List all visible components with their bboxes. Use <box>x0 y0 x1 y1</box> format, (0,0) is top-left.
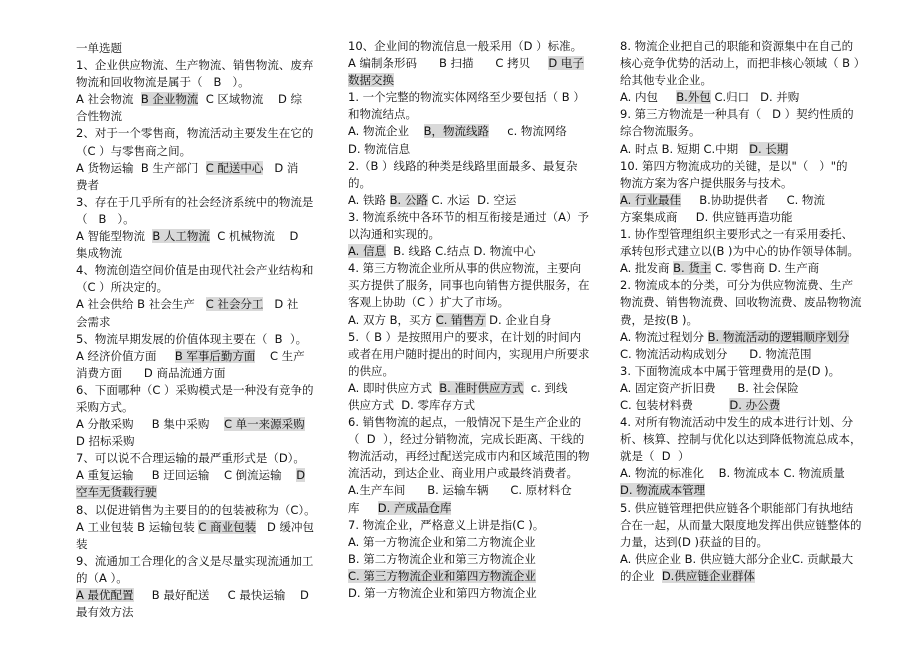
text-line <box>348 397 603 414</box>
text-line <box>348 243 603 260</box>
text-line <box>76 433 328 450</box>
text-segment: D. 企业自身 <box>485 312 552 327</box>
text-line <box>620 141 870 158</box>
text-line <box>620 277 870 294</box>
text-line <box>76 382 328 399</box>
text-segment: （ B ）。 <box>76 211 135 226</box>
text-line <box>348 277 603 294</box>
text-line <box>620 397 870 414</box>
highlighted-answer: D.供应链企业群体 <box>661 568 755 583</box>
text-segment: 析、核算、控制与优化以达到降低物流总成本， <box>620 432 862 447</box>
text-segment: A 工业包装 B 运输包装 <box>76 519 199 534</box>
text-line <box>348 448 603 465</box>
text-segment: 消费方面 D 商品流通方面 <box>76 365 226 380</box>
highlighted-answer: B. 公路 <box>389 192 428 207</box>
text-line <box>348 294 603 311</box>
text-line <box>620 448 870 465</box>
text-segment: 承转包形式建立以(B )为中心的协作领导体制。 <box>620 244 860 259</box>
text-segment: 给其他专业企业。 <box>620 73 712 88</box>
text-segment: 8. 物流企业把自己的职能和资源集中在自己的 <box>620 39 854 53</box>
text-line <box>76 296 328 313</box>
text-line <box>620 89 870 106</box>
text-segment: 采购方式。 <box>76 399 134 414</box>
highlighted-answer: C 社会分工 <box>205 297 264 312</box>
text-line <box>620 414 870 431</box>
text-segment: 6、下面哪种（C ）采购模式是一种没有竞争的 <box>76 382 314 397</box>
text-segment: 7、可以说不合理运输的最严重形式是（D）。 <box>76 451 305 466</box>
text-segment: 装 <box>76 536 88 551</box>
text-line <box>76 604 328 621</box>
text-segment: A.生产车间 B. 运输车辆 C. 原材料仓 <box>348 483 572 498</box>
text-segment: 流活动，到达企业、商业用户或最终消费者。 <box>348 466 578 481</box>
text-line <box>620 158 870 175</box>
highlighted-answer: 数据交换 <box>348 73 394 88</box>
text-line <box>348 534 603 551</box>
highlighted-answer: B.外包 <box>676 90 711 105</box>
column-2 <box>348 38 603 602</box>
text-segment: A. 内包 <box>620 90 677 105</box>
text-segment: 3、存在于几乎所有的社会经济系统中的物流是 <box>76 194 314 209</box>
text-line <box>348 329 603 346</box>
text-segment: A. 固定资产折旧费 B. 社会保险 <box>620 380 799 395</box>
text-segment: B. 线路 C.结点 D. 物流中心 <box>385 244 536 259</box>
text-line <box>348 158 603 175</box>
text-segment: 费，是按(B )。 <box>620 312 699 327</box>
text-segment: 的。 <box>348 175 371 190</box>
text-segment: A. 供应企业 B. 供应链大部分企业C. 贡献最大 <box>620 551 854 566</box>
text-line <box>76 331 328 348</box>
text-segment: 2.（B ）线路的种类是线路里面最多、最复杂 <box>348 158 578 173</box>
text-line <box>76 211 328 228</box>
highlighted-answer: C 配送中心 <box>205 160 264 175</box>
text-segment: 核心竞争优势的活动上，而把非核心领域（ B ） <box>620 56 866 71</box>
text-line <box>620 517 870 534</box>
highlighted-answer: D. 物流成本管理 <box>620 483 706 498</box>
text-segment: 4、物流创造空间价值是由现代社会产业结构和 <box>76 263 314 278</box>
text-segment: C 机械物流 D <box>209 229 299 244</box>
text-line <box>348 363 603 380</box>
text-segment: c. 到线 <box>523 380 568 395</box>
text-segment: D 招标采购 <box>76 434 135 449</box>
text-segment: 9. 第三方物流是一种具有（ D ）契约性质的 <box>620 107 854 122</box>
text-segment: C 生产 <box>255 348 305 363</box>
text-segment: A. 批发商 <box>620 261 674 276</box>
text-segment: 或者在用户随时提出的时间内，实现用户所要求 <box>348 346 590 361</box>
text-line <box>620 192 870 209</box>
text-segment: 一单选题 <box>76 41 122 55</box>
highlighted-answer: C. 第三方物流企业和第四方物流企业 <box>348 568 536 583</box>
highlighted-answer: A. 信息 <box>348 244 386 259</box>
text-segment: 客观上协助（C ）扩大了市场。 <box>348 295 510 310</box>
text-segment: 2. 物流成本的分类，可分为供应物流费、生产 <box>620 278 854 293</box>
text-line <box>348 123 603 140</box>
text-segment: C. 零售商 D. 生产商 <box>711 261 820 276</box>
text-segment: A. 时点 B. 短期 C.中期 <box>620 141 750 156</box>
text-segment: 最有效方法 <box>76 605 134 620</box>
text-line <box>348 585 603 602</box>
text-segment: D 社 <box>263 297 299 312</box>
text-segment: 1、企业供应物流、生产物流、销售物流、废弃 <box>76 58 314 73</box>
text-line <box>348 482 603 499</box>
text-line <box>348 141 603 158</box>
highlighted-answer: B，物流线路 <box>423 124 489 139</box>
text-line <box>620 534 870 551</box>
highlighted-answer: B. 货主 <box>673 261 712 276</box>
text-segment: A 社会供给 B 社会生产 <box>76 297 206 312</box>
text-line <box>348 38 603 55</box>
text-line <box>348 414 603 431</box>
text-segment: c. 物流网络 <box>489 124 567 139</box>
text-segment: A. 铁路 <box>348 192 390 207</box>
text-line <box>348 175 603 192</box>
text-line <box>76 416 328 433</box>
text-line <box>348 500 603 517</box>
text-segment: C. 水运 D. 空运 <box>427 192 517 207</box>
text-segment: A 分散采购 B 集中采购 <box>76 417 224 432</box>
highlighted-answer: C. 销售方 <box>435 312 486 327</box>
text-segment: A. 物流的标准化 B. 物流成本 C. 物流质量 <box>620 466 845 481</box>
text-segment: C. 包装材料费 <box>620 397 730 412</box>
text-line <box>76 245 328 262</box>
text-line <box>348 89 603 106</box>
text-line <box>76 74 328 91</box>
text-line <box>348 465 603 482</box>
text-line <box>348 260 603 277</box>
text-segment: A 智能型物流 <box>76 229 153 244</box>
text-segment: A. 物流过程划分 <box>620 329 708 344</box>
text-line <box>620 294 870 311</box>
column-3 <box>620 38 870 585</box>
text-line <box>348 312 603 329</box>
text-line <box>620 38 870 55</box>
text-line <box>620 500 870 517</box>
highlighted-answer: D <box>296 468 306 483</box>
text-segment: 3. 物流系统中各环节的相互衔接是通过（A）予 <box>348 209 589 224</box>
text-line <box>76 160 328 177</box>
text-segment: 集成物流 <box>76 246 122 261</box>
text-line <box>76 40 328 57</box>
text-segment: A. 物流企业 <box>348 124 424 139</box>
text-segment: A 社会物流 <box>76 92 141 107</box>
highlighted-answer: 空车无货载行驶 <box>76 485 157 500</box>
text-line <box>76 450 328 467</box>
text-line <box>76 262 328 279</box>
text-line <box>348 226 603 243</box>
text-segment: 库 <box>348 500 378 515</box>
text-line <box>76 570 328 587</box>
text-segment: B. 第二方物流企业和第三方物流企业 <box>348 551 536 566</box>
text-line <box>76 279 328 296</box>
text-segment: 就是（ D ） <box>620 449 690 464</box>
text-segment: 6. 销售物流的起点，一般情况下是生产企业的 <box>348 415 582 430</box>
highlighted-answer: A 最优配置 <box>76 588 134 602</box>
text-segment: 物流方案为客户提供服务与技术。 <box>620 175 793 190</box>
text-segment: 4. 对所有物流活动中发生的成本进行计划、分 <box>620 415 854 430</box>
text-segment: 力量，达到(D )获益的目的。 <box>620 534 768 549</box>
text-segment: 会需求 <box>76 314 111 329</box>
text-line <box>620 226 870 243</box>
text-segment: 5. 供应链管理把供应链各个职能部门有执地结 <box>620 500 854 515</box>
text-segment: D. 第一方物流企业和第四方物流企业 <box>348 586 537 600</box>
text-line <box>620 106 870 123</box>
text-line <box>348 517 603 534</box>
text-segment: 费者 <box>76 177 99 192</box>
text-line <box>76 143 328 160</box>
column-1 <box>76 40 328 621</box>
text-line <box>348 209 603 226</box>
text-line <box>348 568 603 585</box>
text-line <box>76 536 328 553</box>
text-segment: D 缓冲包 <box>256 519 315 534</box>
highlighted-answer: B 人工物流 <box>152 229 210 244</box>
text-segment: A 重复运输 B 迂回运输 C 倒流运输 <box>76 468 297 483</box>
text-segment: A 编制条形码 B 扫描 C 拷贝 <box>348 56 549 71</box>
highlighted-answer: B 军事后勤方面 <box>174 348 256 363</box>
text-segment: （C ）所决定的。 <box>76 280 169 295</box>
text-segment: 物流费、销售物流费、回收物流费、废品物物流 <box>620 295 862 310</box>
text-segment: 供应方式 D. 零库存方式 <box>348 397 475 412</box>
highlighted-answer: D. 长期 <box>749 141 789 156</box>
text-line <box>76 467 328 484</box>
text-segment: 买方提供了服务，同事也向销售方提供服务，在 <box>348 278 590 293</box>
text-line <box>76 484 328 501</box>
text-line <box>76 587 328 604</box>
text-line <box>348 380 603 397</box>
text-segment: D. 物流信息 <box>348 141 411 156</box>
text-segment: 5、物流早期发展的价值体现主要在（ B ）。 <box>76 331 308 346</box>
highlighted-answer: A. 行业最佳 <box>620 192 681 207</box>
text-line <box>76 365 328 382</box>
text-line <box>620 55 870 72</box>
text-line <box>620 72 870 89</box>
text-segment: 4. 第三方物流企业所从事的供应物流，主要向 <box>348 261 582 276</box>
text-line <box>76 348 328 365</box>
text-line <box>620 209 870 226</box>
text-segment: 以沟通和实现的。 <box>348 227 440 242</box>
text-line <box>76 57 328 74</box>
text-line <box>620 243 870 260</box>
text-segment: 1. 协作型管理组织主要形式之一有采用委托、 <box>620 227 854 242</box>
text-segment: 方案集成商 D. 供应链再造功能 <box>620 209 793 224</box>
text-segment: 物流活动，再经过配送完成市内和区域范围的物 <box>348 449 590 464</box>
text-line <box>620 431 870 448</box>
text-segment: 3. 下面物流成本中属于管理费用的是(D )。 <box>620 363 841 378</box>
text-segment: 合在一起，从而量大限度地发挥出供应链整体的 <box>620 517 862 532</box>
text-line <box>620 380 870 397</box>
text-segment: 物流和回收物流是属于（ B ）。 <box>76 75 250 90</box>
text-segment: D 消 <box>263 160 299 175</box>
text-segment: （C ）与零售商之间。 <box>76 143 192 158</box>
text-segment: A. 双方 B，买方 <box>348 312 436 327</box>
text-line <box>76 108 328 125</box>
text-line <box>76 519 328 536</box>
text-segment: 1. 一个完整的物流实体网络至少要包括（ B ） <box>348 90 585 105</box>
text-segment: C.归口 D. 并购 <box>710 90 800 105</box>
text-line <box>620 312 870 329</box>
highlighted-answer: D 电子 <box>548 56 584 71</box>
text-line <box>620 363 870 380</box>
text-segment: A 经济价值方面 <box>76 348 175 363</box>
highlighted-answer: D. 产成品仓库 <box>377 500 452 515</box>
text-segment: B.协助提供者 C. 物流 <box>680 192 825 207</box>
text-line <box>76 399 328 416</box>
text-segment: C. 物流活动构成划分 D. 物流范围 <box>620 346 812 361</box>
text-line <box>348 431 603 448</box>
text-line <box>348 106 603 123</box>
text-segment: 合性物流 <box>76 109 122 124</box>
text-line <box>620 329 870 346</box>
text-segment: 的企业 <box>620 568 662 583</box>
text-line <box>620 346 870 363</box>
text-segment: 10、企业间的物流信息一般采用（D ）标准。 <box>348 39 583 53</box>
text-line <box>620 260 870 277</box>
text-line <box>348 55 603 72</box>
text-segment: 2、对于一个零售商，物流活动主要发生在它的 <box>76 126 314 141</box>
text-segment: 的供应。 <box>348 363 394 378</box>
text-line <box>620 465 870 482</box>
text-line <box>348 72 603 89</box>
text-segment: 7. 物流企业，严格意义上讲是指(C )。 <box>348 517 545 532</box>
text-segment: 8、以促进销售为主要目的的包装被称为（C）。 <box>76 502 316 517</box>
text-line <box>620 123 870 140</box>
text-segment: A 货物运输 B 生产部门 <box>76 160 206 175</box>
text-segment: 9、流通加工合理化的含义是尽量实现流通加工 <box>76 553 314 568</box>
text-segment: 的（A ）。 <box>76 570 128 585</box>
highlighted-answer: B. 物流活动的逻辑顺序划分 <box>707 329 850 344</box>
text-segment: （ D ），经过分销物流，完成长距离、干线的 <box>348 432 585 447</box>
text-line <box>620 482 870 499</box>
text-line <box>76 177 328 194</box>
text-segment: B 最好配送 C 最快运输 D <box>133 588 309 602</box>
text-line <box>620 551 870 568</box>
text-line <box>620 568 870 585</box>
text-line <box>348 192 603 209</box>
text-line <box>620 175 870 192</box>
text-segment: 5.（ B ）是按照用户的要求，在计划的时间内 <box>348 329 582 344</box>
text-segment: 和物流结点。 <box>348 107 417 122</box>
highlighted-answer: C 商业包装 <box>198 519 257 534</box>
text-segment: A. 第一方物流企业和第二方物流企业 <box>348 534 536 549</box>
text-segment: 10. 第四方物流成功的关键，是以"（ ）"的 <box>620 158 848 173</box>
text-line <box>348 551 603 568</box>
text-segment: 综合物流服务。 <box>620 124 701 139</box>
text-line <box>76 91 328 108</box>
text-line <box>76 194 328 211</box>
text-segment: C 区域物流 D 综 <box>198 92 303 107</box>
text-segment: A. 即时供应方式 <box>348 380 440 395</box>
highlighted-answer: C 单一来源采购 <box>223 417 305 432</box>
highlighted-answer: B 企业物流 <box>140 92 199 107</box>
text-line <box>76 228 328 245</box>
text-line <box>76 314 328 331</box>
highlighted-answer: D. 办公费 <box>729 397 781 412</box>
text-line <box>76 553 328 570</box>
highlighted-answer: B. 准时供应方式 <box>439 380 524 395</box>
text-line <box>348 346 603 363</box>
text-line <box>76 125 328 142</box>
text-line <box>76 502 328 519</box>
